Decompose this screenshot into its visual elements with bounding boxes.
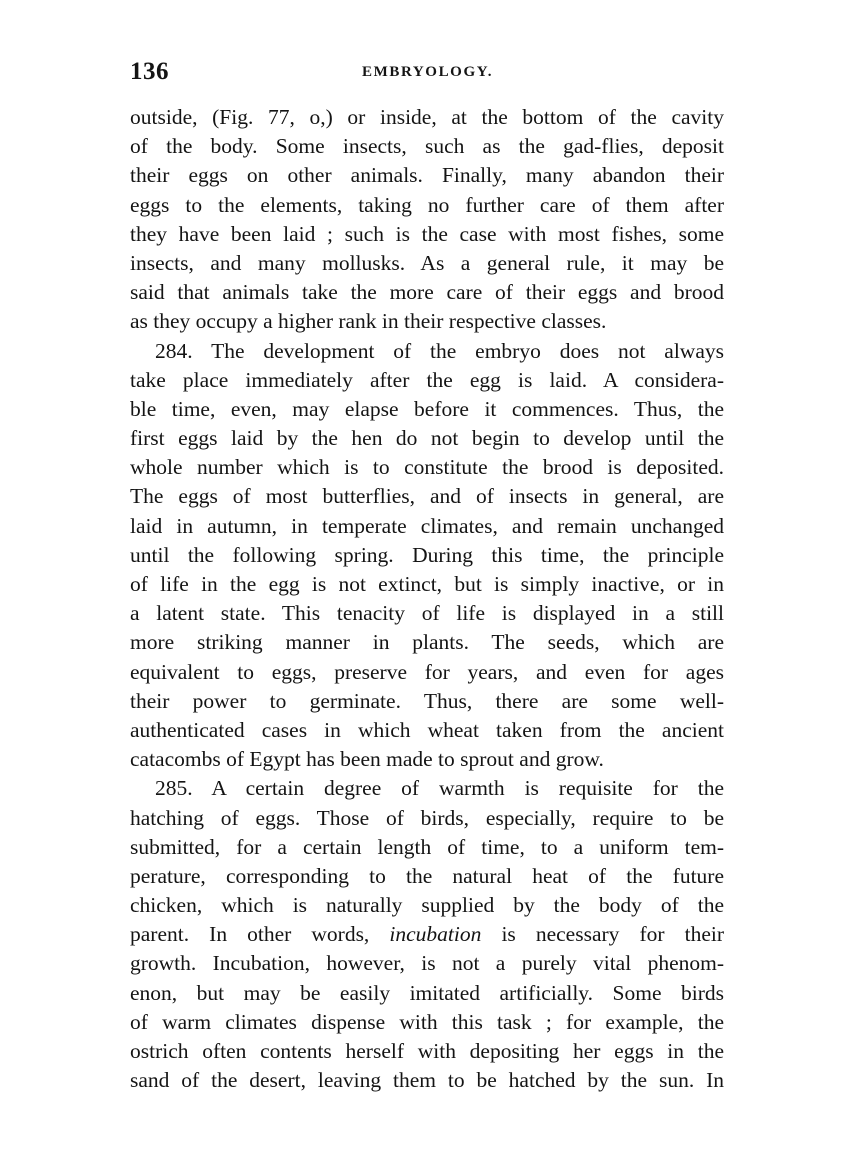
text-line: The eggs of most butterflies, and of insects in general, are	[130, 484, 724, 509]
text-line: laid in autumn, in temperate climates, and remain unchanged	[130, 513, 724, 538]
text-line: sand of the desert, leaving them to be hatched by the sun. In	[130, 1068, 724, 1093]
italic-term-incubation: incubation	[389, 922, 482, 947]
text-line: whole number which is to constitute the brood is deposited.	[130, 455, 724, 480]
text-line: of life in the egg is not extinct, but is simply inactive, or in	[130, 572, 724, 596]
text-fragment: parent. In other words,	[130, 922, 370, 947]
text-fragment: is necessary for their	[501, 922, 725, 947]
text-line: submitted, for a certain length of time, to a uniform tem-	[130, 834, 724, 859]
text-line: said that animals take the more care of their eggs and brood	[130, 280, 724, 305]
text-line: until the following spring. During this time, the principle	[130, 542, 724, 567]
text-line: first eggs laid by the hen do not begin to develop until the	[130, 426, 724, 451]
text-line: they have been laid ; such is the case with most fishes, some	[130, 221, 724, 246]
text-line: hatching of eggs. Those of birds, especially, require to be	[130, 805, 724, 830]
text-line: catacombs of Egypt has been made to sprout and grow.	[130, 747, 604, 772]
text-line: ble time, even, may elapse before it commences. Thus, the	[130, 396, 724, 421]
text-line: as they occupy a higher rank in their respective classes.	[130, 309, 607, 334]
text-line: take place immediately after the egg is laid. A considera-	[130, 367, 724, 392]
text-line: eggs to the elements, taking no further care of them after	[130, 192, 724, 217]
text-line: equivalent to eggs, preserve for years, and even for ages	[130, 659, 724, 684]
text-line: their power to germinate. Thus, there are some well-	[130, 688, 724, 713]
text-line: a latent state. This tenacity of life is displayed in a still	[130, 601, 724, 626]
text-line: authenticated cases in which wheat taken from the ancient	[130, 717, 724, 742]
text-line: their eggs on other animals. Finally, many abandon their	[130, 163, 724, 188]
text-line: growth. Incubation, however, is not a purely vital phenom-	[130, 951, 724, 976]
paragraph-285-start: 285. A certain degree of warmth is requisite for the	[155, 776, 724, 801]
text-line: chicken, which is naturally supplied by the body of the	[130, 893, 724, 918]
text-line: perature, corresponding to the natural heat of the future	[130, 863, 724, 888]
text-line: more striking manner in plants. The seeds, which are	[130, 630, 724, 655]
text-line: insects, and many mollusks. As a general rule, it may be	[130, 250, 724, 275]
text-line: outside, (Fig. 77, o,) or inside, at the bottom of the cavity	[130, 105, 724, 129]
text-line: of warm climates dispense with this task ; for example, the	[130, 1009, 724, 1034]
page-header	[130, 58, 722, 92]
running-title: EMBRYOLOGY.	[362, 64, 494, 80]
text-line-with-italic	[130, 920, 724, 949]
page-number: 136	[130, 58, 169, 85]
body-text	[130, 103, 724, 1095]
paragraph-284-start: 284. The development of the embryo does not always	[155, 338, 724, 363]
text-line: enon, but may be easily imitated artificially. Some birds	[130, 980, 724, 1005]
text-line: ostrich often contents herself with depositing her eggs in the	[130, 1039, 724, 1063]
text-line: of the body. Some insects, such as the gad-flies, deposit	[130, 134, 724, 159]
